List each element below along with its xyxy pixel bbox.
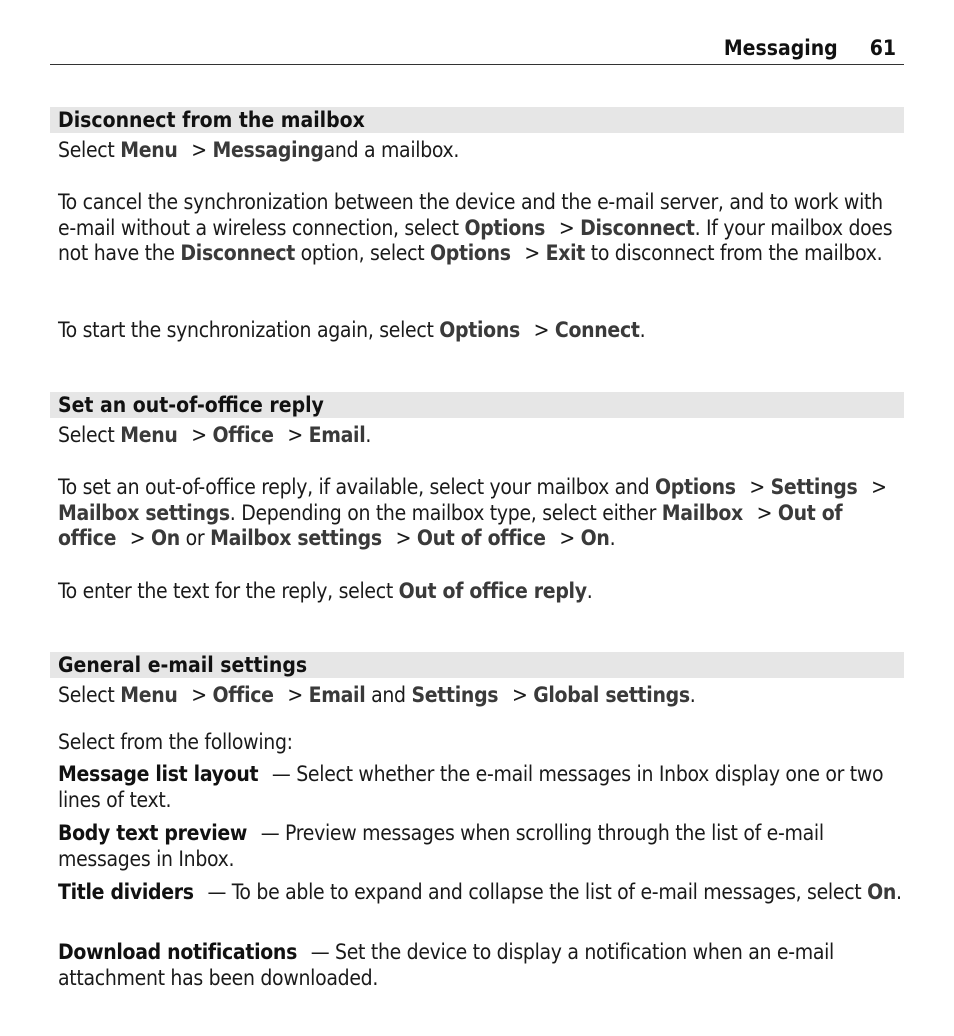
- definition-term: Message list layout: [58, 762, 259, 786]
- definition-term: Title dividers: [58, 880, 194, 904]
- definition-item: Body text preview — Preview messages when scrolling through the list of e-mail messages in Inbox.: [58, 821, 824, 871]
- paragraph: To enter the text for the reply, select Out of office reply.: [58, 579, 593, 603]
- paragraph: Select Menu > Office > Email.: [58, 423, 372, 447]
- header-section: Messaging: [723, 36, 838, 60]
- running-header: [724, 36, 896, 60]
- paragraph: Select Menu > Office > Email and Settings > Global settings.: [58, 683, 696, 707]
- definition-term: Download notifications: [58, 940, 298, 964]
- page-number: 61: [869, 36, 896, 60]
- paragraph: Select Menu > Messagingand a mailbox.: [58, 138, 460, 162]
- header-rule: [50, 64, 904, 65]
- definition-item: Download notifications — Set the device to display a notification when an e-mail attachment has been downloaded.: [58, 940, 834, 990]
- section-title-out-of-office: Set an out-of-office reply: [58, 393, 324, 417]
- paragraph: To start the synchronization again, select Options > Connect.: [58, 318, 646, 342]
- definition-item: Title dividers — To be able to expand and collapse the list of e-mail messages, select On.: [58, 880, 902, 904]
- section-title-disconnect: Disconnect from the mailbox: [58, 108, 365, 132]
- paragraph: To cancel the synchronization between the device and the e-mail server, and to work with e-mail without a wireless connection, select Options > Disconnect. If your mailbox does not have the Disconnect option, select Options > Exit to disconnect from the mailbox.: [58, 190, 893, 265]
- definition-term: Body text preview: [58, 821, 248, 845]
- paragraph: Select from the following:: [58, 730, 293, 754]
- paragraph: To set an out-of-office reply, if available, select your mailbox and Options > Settings > Mailbox settings. Depending on the mailbox type, select either Mailbox > Out of office > On or Mailbox settings > Out of office > On.: [58, 475, 887, 550]
- section-title-general-settings: General e-mail settings: [58, 653, 308, 677]
- definition-item: Message list layout — Select whether the e-mail messages in Inbox display one or two lines of text.: [58, 762, 884, 812]
